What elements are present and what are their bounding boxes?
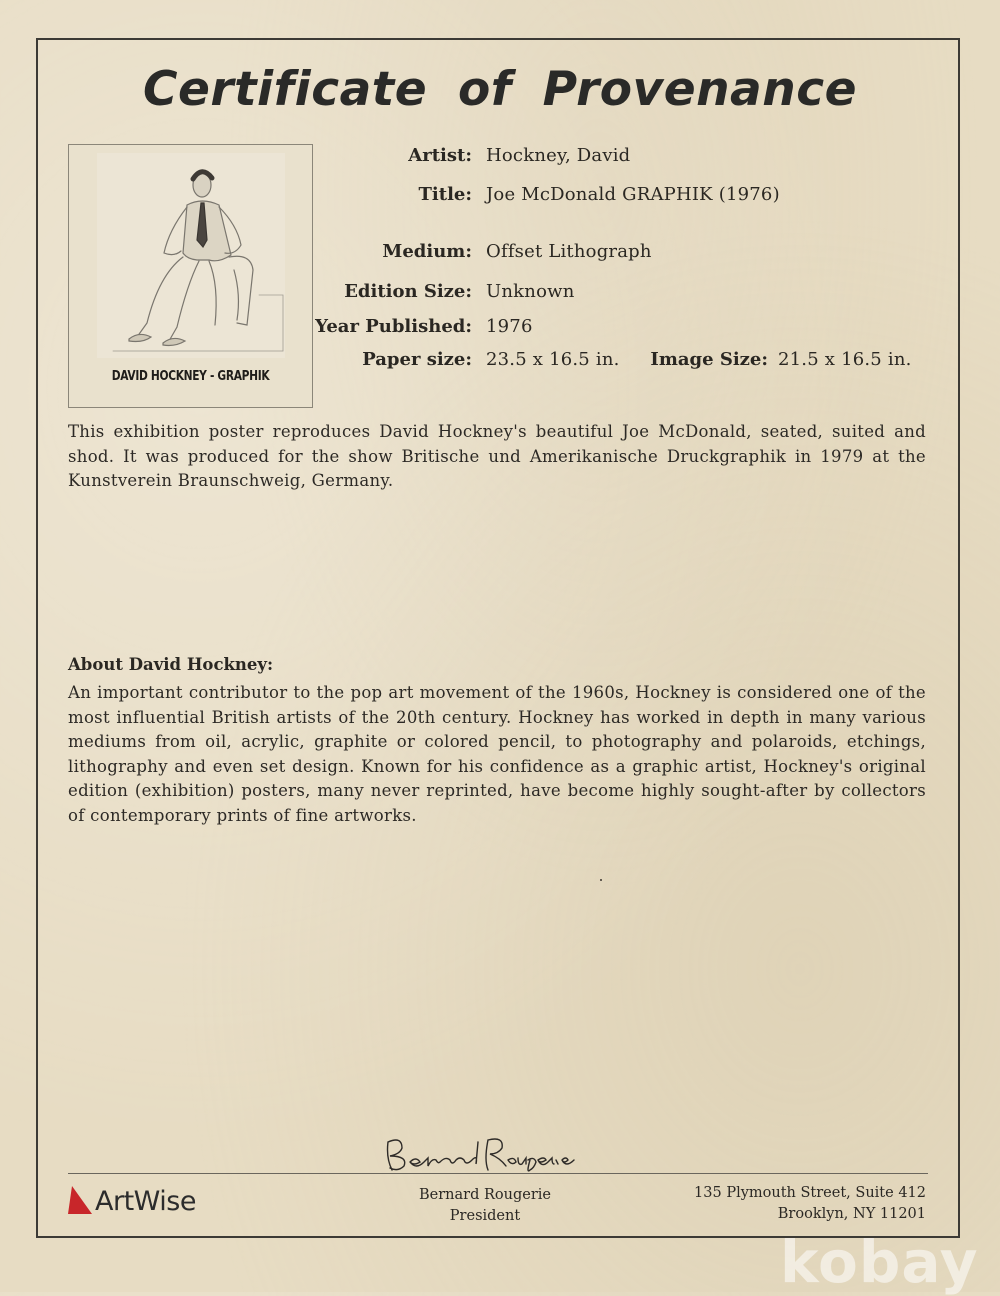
seated-figure-illustration: [69, 145, 312, 407]
edition-size-label: Edition Size:: [344, 281, 472, 302]
address-line-2: Brooklyn, NY 11201: [777, 1205, 926, 1222]
paper-size-label: Paper size:: [362, 349, 472, 370]
signer-title: President: [449, 1207, 521, 1224]
poster-thumbnail: [68, 144, 313, 408]
medium-label: Medium:: [382, 241, 472, 262]
certificate-title: Certificate of Provenance: [143, 62, 857, 117]
paper-speck: [600, 879, 602, 881]
watermark: kobay: [780, 1228, 979, 1296]
artwise-logo-icon: [68, 1184, 94, 1218]
title-value: Joe McDonald GRAPHIK (1976): [486, 184, 780, 205]
signer-name: Bernard Rougerie: [419, 1187, 551, 1203]
paper-size-value: 23.5 x 16.5 in.: [486, 349, 620, 370]
handwritten-signature: [380, 1130, 580, 1178]
signer-block: [380, 1185, 590, 1226]
edition-size-value: Unknown: [486, 281, 575, 302]
medium-value: Offset Lithograph: [486, 241, 652, 262]
image-size-label: Image Size:: [650, 349, 768, 370]
signature-line: [68, 1173, 928, 1174]
address-block: [640, 1183, 926, 1224]
title-label: Title:: [418, 184, 472, 205]
description-paragraph: This exhibition poster reproduces David Hockney's beautiful Joe McDonald, seated, suited and shod. It was produced for the show Britische und Amerikanische Druckgraphik in 1979 at the Kunstverein Braunschweig, Germany.: [68, 422, 926, 490]
artist-label: Artist:: [408, 145, 472, 166]
artwise-logo-text: ArtWise: [95, 1186, 196, 1217]
artist-value: Hockney, David: [486, 145, 631, 166]
poster-caption: DAVID HOCKNEY - GRAPHIK: [111, 369, 270, 384]
image-size-value: 21.5 x 16.5 in.: [778, 349, 912, 370]
year-published-label: Year Published:: [315, 316, 472, 337]
year-published-value: 1976: [486, 316, 533, 337]
about-paragraph: An important contributor to the pop art movement of the 1960s, Hockney is considered one of the most influential British artists of the 20th century. Hockney has worked in depth in many various mediums from oil, acrylic, graphite or colored pencil, to photography and polaroids, etchings, lithography and even set design. Known for his confidence as a graphic artist, Hockney's original edition (exhibition) posters, many never reprinted, have become highly sought-after by collectors of contemporary prints of fine artworks.: [68, 683, 926, 825]
about-heading: About David Hockney:: [68, 655, 274, 674]
address-line-1: 135 Plymouth Street, Suite 412: [694, 1185, 926, 1201]
